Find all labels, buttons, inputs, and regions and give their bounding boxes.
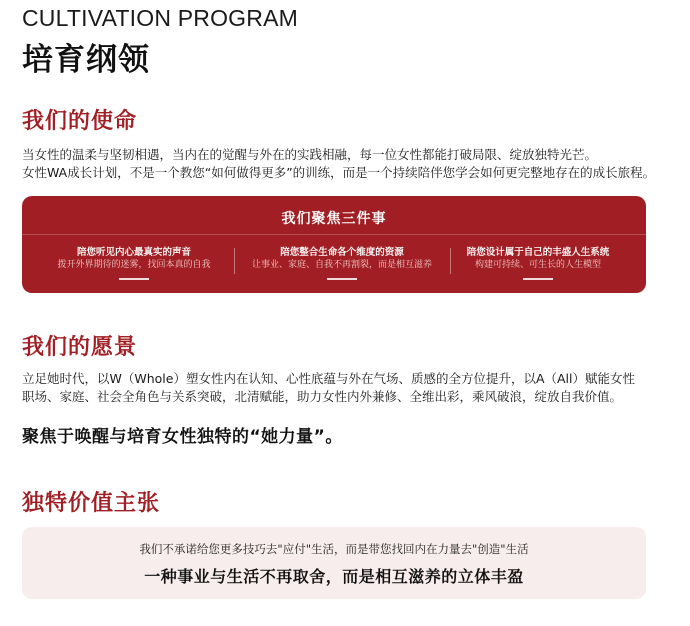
value-title: 独特价值主张 [22, 491, 161, 516]
eyebrow-label: CULTIVATION PROGRAM [22, 5, 298, 31]
vision-text [22, 370, 635, 406]
page-title: 培育纲领 [22, 42, 150, 78]
pillar-2-underline [327, 278, 357, 280]
value-statement: 我们不承诺给您更多技巧去"应付"生活，而是带您找回内在力量去"创造"生活 [139, 542, 529, 556]
pillar-3-underline [523, 278, 553, 280]
pillar-1-title: 陪您听见内心最真实的声音 [76, 247, 191, 258]
vision-emphasis: 聚焦于唤醒与培育女性独特的“她力量”。 [22, 427, 343, 447]
vision-title: 我们的愿景 [22, 335, 138, 360]
mission-text [22, 146, 655, 182]
pillar-1 [30, 246, 238, 280]
focus-divider [22, 234, 646, 235]
vision-line-2: 职场、家庭、社会全角色与关系突破，北清赋能，助力女性内外兼修、全维出彩，乘风破浪，绽放自我价值。 [22, 389, 623, 404]
pillar-3-title: 陪您设计属于自己的丰盛人生系统 [466, 247, 610, 258]
pillar-separator-1 [234, 248, 235, 274]
pillar-3-subtitle: 构建可持续、可生长的人生模型 [474, 260, 601, 270]
mission-title: 我们的使命 [22, 109, 138, 134]
pillar-3 [434, 246, 642, 280]
pillar-2-title: 陪您整合生命各个维度的资源 [280, 247, 404, 258]
vision-line-1: 立足她时代，以W（Whole）塑女性内在认知、心性底蕴与外在气场、质感的全方位提升，以A（All）赋能女性 [22, 371, 636, 386]
focus-title: 我们聚焦三件事 [281, 211, 387, 227]
mission-line-1: 当女性的温柔与坚韧相遇，当内在的觉醒与外在的实践相融，每一位女性都能打破局限、绽放独特光芒。 [22, 147, 598, 162]
pillar-2 [238, 246, 446, 280]
pillar-1-underline [119, 278, 149, 280]
value-headline: 一种事业与生活不再取舍，而是相互滋养的立体丰盈 [144, 567, 524, 586]
pillar-1-subtitle: 拨开外界期待的迷雾，找回本真的自我 [57, 260, 211, 270]
focus-card [22, 196, 646, 293]
pillar-2-subtitle: 让事业、家庭、自我不再割裂，而是相互滋养 [251, 260, 432, 270]
value-card [22, 527, 646, 599]
mission-line-2: 女性WA成长计划，不是一个教您“如何做得更多”的训练，而是一个持续陪伴您学会如何更完整地存在的成长旅程。 [22, 165, 656, 180]
